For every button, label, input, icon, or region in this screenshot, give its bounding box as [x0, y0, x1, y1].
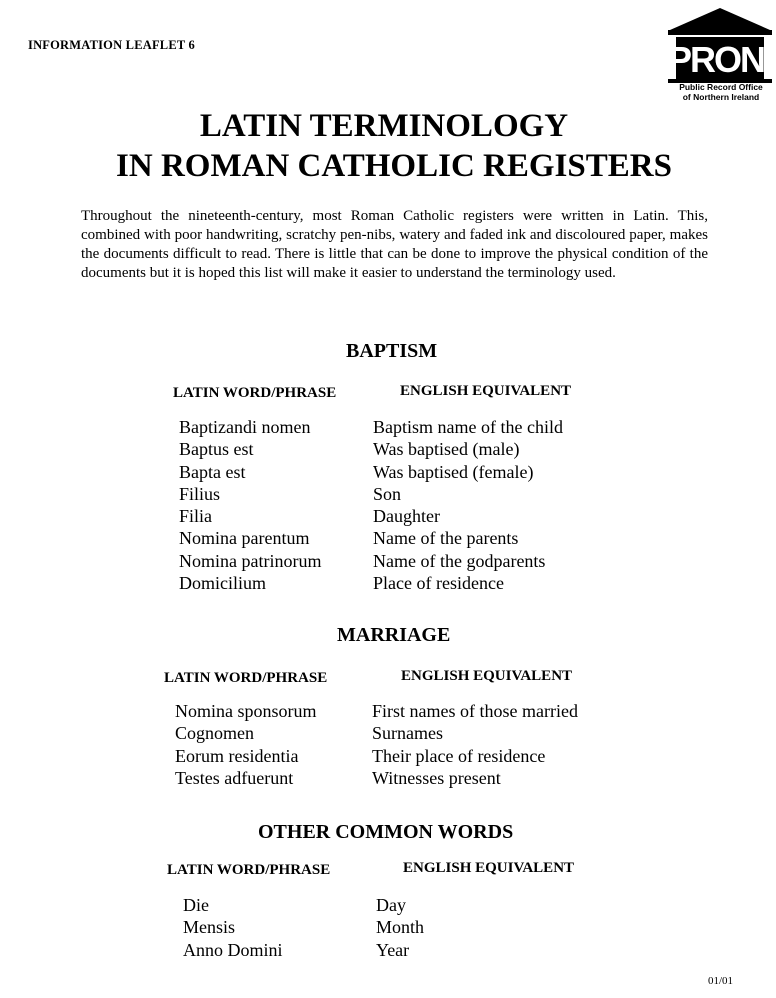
english-term: Was baptised (female): [373, 461, 534, 482]
leaflet-label: INFORMATION LEAFLET 6: [28, 38, 195, 52]
english-term: Place of residence: [373, 573, 504, 594]
latin-term: Die: [183, 895, 209, 915]
latin-term: Baptus est: [179, 439, 254, 460]
english-term: Day: [376, 895, 406, 915]
section-heading-marriage: MARRIAGE: [337, 624, 451, 646]
page-title-line2: IN ROMAN CATHOLIC REGISTERS: [116, 148, 672, 184]
latin-term: Baptizandi nomen: [179, 417, 311, 437]
column-header-english: ENGLISH EQUIVALENT: [403, 860, 575, 876]
column-header-latin: LATIN WORD/PHRASE: [164, 670, 328, 686]
english-term: Name of the parents: [373, 528, 519, 549]
english-term: Witnesses present: [372, 767, 501, 788]
english-term: Name of the godparents: [373, 550, 546, 571]
english-term: Daughter: [373, 506, 440, 527]
english-term: Baptism name of the child: [373, 417, 563, 437]
section-heading-other-common-words: OTHER COMMON WORDS: [258, 821, 514, 843]
intro-paragraph: Throughout the nineteenth-century, most Roman Catholic registers were written in Latin. This, combined with poor handwriting, scratchy pen-nibs, watery and faded ink and discoloured paper, makes the documents difficult to read. There is little that can be done to improve the physical condition of the documents but it is hoped this list will make it easier to understand the terminology used.: [81, 208, 708, 281]
column-header-latin: LATIN WORD/PHRASE: [167, 862, 331, 878]
english-term: Was baptised (male): [373, 439, 520, 460]
latin-term: Bapta est: [179, 461, 246, 482]
column-header-english: ENGLISH EQUIVALENT: [400, 383, 572, 399]
english-term: Surnames: [372, 723, 443, 744]
latin-term: Testes adfuerunt: [175, 767, 294, 788]
page-code: 01/01: [708, 975, 734, 987]
latin-term: Filius: [179, 483, 221, 504]
english-term: Year: [376, 939, 410, 960]
latin-term: Mensis: [183, 917, 236, 938]
latin-term: Nomina sponsorum: [175, 701, 317, 721]
english-term: First names of those married: [372, 701, 578, 721]
logo-caption-line2: of Northern Ireland: [682, 92, 760, 102]
english-term: Month: [376, 917, 425, 938]
english-term: Their place of residence: [372, 745, 546, 766]
latin-term: Cognomen: [175, 723, 254, 744]
logo-caption: [666, 82, 776, 102]
english-term: Son: [373, 483, 402, 504]
column-header-english: ENGLISH EQUIVALENT: [401, 668, 573, 684]
logo-letters: PRONI: [667, 39, 773, 80]
column-header-latin: LATIN WORD/PHRASE: [173, 385, 337, 401]
latin-term: Domicilium: [179, 573, 266, 594]
latin-term: Eorum residentia: [175, 745, 299, 766]
section-heading-baptism: BAPTISM: [346, 340, 438, 362]
latin-term: Nomina patrinorum: [179, 550, 322, 571]
logo-caption-line1: Public Record Office: [679, 82, 763, 92]
latin-term: Nomina parentum: [179, 528, 310, 549]
page-title-line1: LATIN TERMINOLOGY: [199, 108, 569, 144]
latin-term: Filia: [179, 506, 213, 527]
latin-term: Anno Domini: [183, 939, 283, 960]
